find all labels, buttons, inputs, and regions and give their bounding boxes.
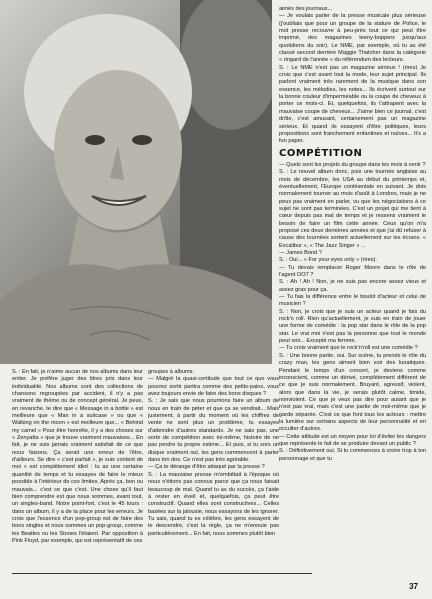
- paragraph: S. : Je sais que nous pourrions faire un album de nous en train de péter et que ça se vendrait... Mais justement, à partir du moment où les chiffres de vente ne sont plus un problème, tu essayes d'atteindre d'autres standards. Je ne sais pas, une sorte de compétition avec toi-même, histoire de ne pas perdre ta propre estime... Et puis, si tu sors un disque vraiment nul, les gens commencent à parler dans ton dos. Ce n'est pas très agréable.: [148, 398, 279, 464]
- paragraph: — Cette attitude est un moyen pour toi d'éviter les dangers que représente le fait de se produire devant un public ?: [279, 433, 426, 447]
- paragraph: S. : Ah ! Ah ! Non, je ne suis pas encore assez vieux et assez gras pour ça.: [279, 279, 426, 293]
- page-number: 37: [409, 582, 418, 591]
- portrait-photo: [0, 0, 272, 364]
- footer-rule: [12, 573, 312, 574]
- paragraph: — Tu fais la différence entre le boulot d'acteur et celui de musicien ?: [279, 294, 426, 308]
- paragraph: S. : Non, je crois que je suis un acteur quand je fais du rock'n roll. Rien qu'actuellement, je suis en train de jouer une forme de comédie : la pop star dans le rôle de la pop star. Le vrai moi n'est pas la personne que tout le monde peut voir... Excepté ma femme.: [279, 308, 426, 345]
- paragraph: — Tu devais remplacer Roger Moore dans le rôle de l'agent OO7 ?: [279, 264, 426, 279]
- paragraph: — Tu crois vraiment que le rock'n'roll est une comédie ?: [279, 345, 418, 352]
- paragraph: — Ça te dérange d'être attaqué par la presse ?: [148, 464, 265, 471]
- paragraph: aimés des journaux...: [279, 6, 333, 12]
- paragraph: — Malgré la quasi-certitude que tout ce que vous pourrez sortir partira comme des petits-pains, vous avez toujours envie de faire des bons disques ?: [148, 376, 279, 398]
- paragraph: groupes à albums.: [148, 369, 195, 375]
- bottom-left-column: [12, 369, 143, 545]
- paragraph: S. : La mauvaise presse m'embêtait à l'époque où nous n'étions pas connus parce que ça nous faisait beaucoup de mal. Quand tu as du succès, ça t'aide à rester en éveil et, quelquefois, ça peut être constructif. Quand elles sont constructives... Celles basées sur la jalousie, nous essayons de les ignorer. Tu sais, quand tu es célèbre, les gens essayent de te descendre, c'est la règle, ça ne m'ennuie pas particulièrement... En fait, nous sommes plutôt bien: [148, 471, 279, 537]
- paragraph: — Quels sont les projets du groupe dans les mois à venir ?: [279, 161, 426, 168]
- paragraph: — James Bond ?: [279, 250, 322, 256]
- section-heading: COMPÉTITION: [279, 147, 363, 159]
- bottom-middle-column: [148, 369, 279, 538]
- paragraph: S. : Le NME n'est pas un magazine sérieux ! (rires) Je crois que c'est avant tout la mode, leur sujet principal. Ils parlent vraiment très rarement de la musique dans son essence, les mélodies, les notes... Ils écrivent surtout sur la bonne couleur d'imperméable ou la coupe de cheveux à porter ce mois-ci. Et, quelquefois, ils t'attrapent avec la mauvaise coupe de cheveux... J'aime bien ce journal, c'est drôle, c'est amusant, certainement pas un magazine sérieux. Et quand ils essayent d'être politiques, leurs propositions sont franchement enfantines et naïves... It's a fun paper.: [279, 64, 426, 145]
- paragraph: S. : Une bonne partie, oui. Sur scène, tu prends le rôle du crazy man, les gens aiment bien voir des lunatiques. Pendant le temps d'un concert, je deviens comme inconscient, comme un dérivé, complètement différent de ce que je suis normalement. Bruyant, agressif, violent, alors que dans la vie, je serais plutôt calme, timide, nonviolent. Ce que je veux pas dire pour autant que je n'est pas vrai, mais c'est une partie de moi-même que je garde séparée. C'est ce que font tous les acteurs : mettre la lumière sur certains aspects de leur personnalité et en occulter d'autres.: [279, 352, 426, 433]
- shoulders: [0, 264, 272, 364]
- left-eye: [85, 135, 105, 145]
- paragraph: S. : En fait, je n'aime aucun de nos albums dans leur entier. Je préfère juger des titres pris dans leur individualité. Nos albums sont des collections de chansons regroupées par accident, il n'y a pas vraiment de thème ou de concept général. Je peux, en revanche, te dire que « Message in a bottle » est meilleure que « Man in a suitcase » ou que « Walking on the moon » est meilleure que... « Behind my camel » Pour être honnête, il y a des choses sur « Zenyatta » que je trouve vraiment mauvaises... En fait, je ne suis jamais vraiment satisfait de ce que nous faisons. Ça serait une erreur de l'être, d'ailleurs. Se dire « c'est parfait », je suis content de moi » est complètement idiot : tu as une certaine quantité de temps et tu essayes de faire le mieux possible à l'intérieur de ces limites. Après ça, bon ou mauvais... c'est ce que c'est. Une chose qu'il faut bien comprendre est que nous sommes, avant tout, un singles-band. Notre point-fort, c'est le 45 tours : dans un album, il y a de la place pour les erreurs. Je crois que l'essence d'un pop-group est de faire des bons singles et nous sommes un pop-group, comme les Beatles ou les Stones l'étaient. Par opposition à Pink Floyd, par exemple, qui est représentatif de ces: [12, 369, 143, 544]
- paragraph: S. : Le nouvel album donc, puis une tournée anglaise au mois de décembre, les USA au début du printemps et, éventuellement, l'Europe continentale en suivant. Je dois normalement tourner au mois d'août à Londres, mais je ne peux pas vraiment en parler, vu que les négociations à ce sujet ne sont pas terminées. C'est un projet qui me tient à cœur depuis pas mal de temps et je ressens vraiment le besoin de faire un film cette année. Ceux qu'on m'a proposé ces deux dernières années et que j'ai dû refuser à cause des tournées sortent actuellement sur les écrans. « Excalibur », « The Jazz Singer » ...: [279, 169, 426, 249]
- paragraph: — Je voulais parler de la presse musicale plus sérieuse (j'oubliais que pour un groupe de la stature de Police, le mot presse recouvre à peu-près tout ce qui peut être imprimé, des magazines teeny-boppers jusqu'aux quotidiens du soir). Le NME, par exemple, où tu as été classé second derrière Maggie Thatcher dans la catégorie « ringard de l'année » du référendum des lecteurs.: [279, 13, 426, 64]
- right-column: [279, 6, 426, 463]
- paragraph: S. : Oui... « For your eyes only » (rires).: [279, 257, 377, 264]
- paragraph: S. : Définitivement oui. Si tu commences à croire trop à ton personnage et que tu: [279, 448, 426, 462]
- right-eye: [132, 135, 152, 145]
- portrait-illustration: [0, 0, 272, 364]
